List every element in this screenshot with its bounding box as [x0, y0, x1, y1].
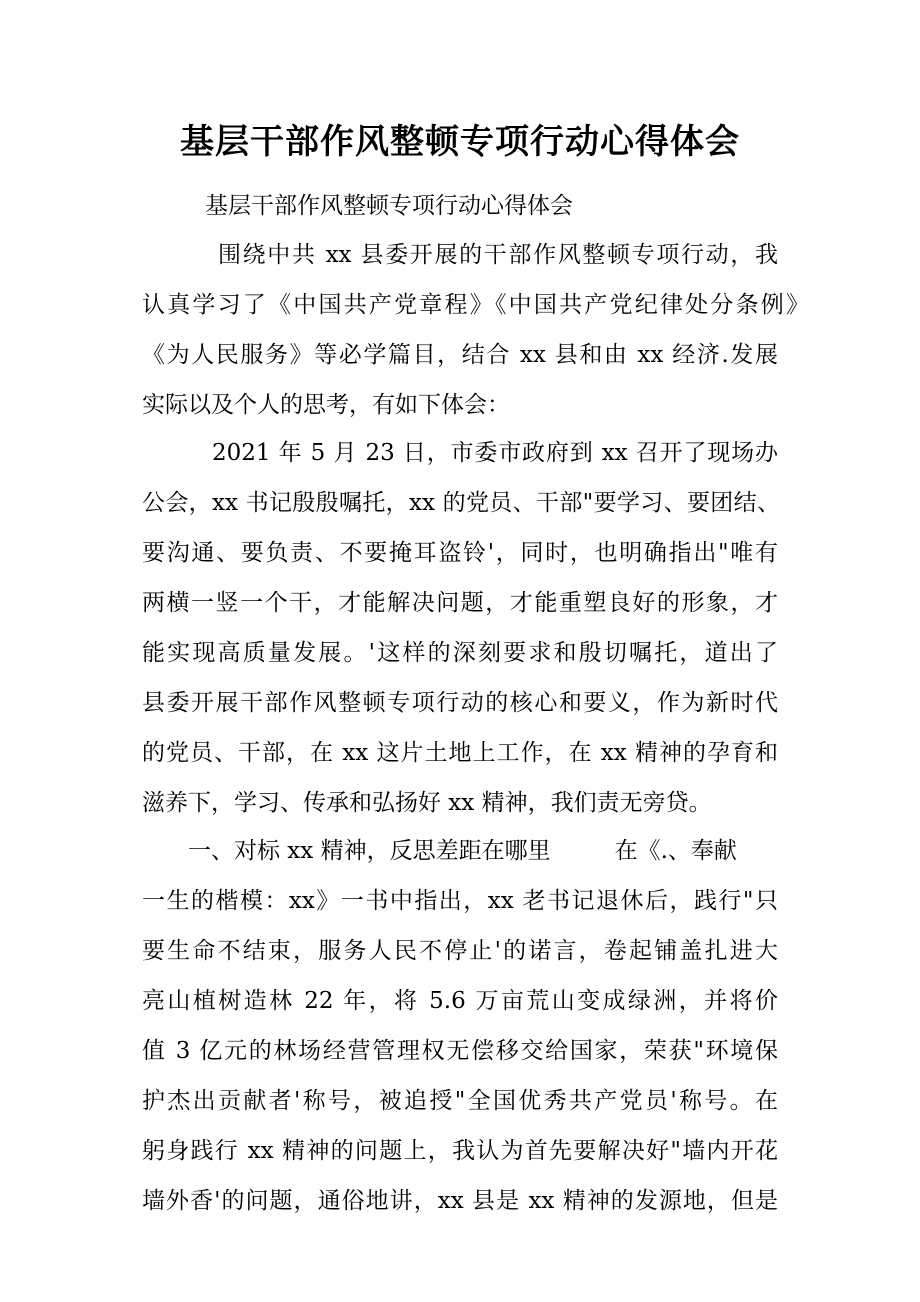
- paragraph-3-line-5: 护杰出贡献者'称号，被追授"全国优秀共产党员'称号。在: [142, 1088, 778, 1114]
- paragraph-3-line-7: 墙外香'的问题，通俗地讲，xx 县是 xx 精神的发源地，但是: [142, 1188, 778, 1214]
- paragraph-2-line-8: 滋养下，学习、传承和弘扬好 xx 精神，我们责无旁贷。: [142, 790, 712, 816]
- paragraph-2-line-1: 2021 年 5 月 23 日，市委市政府到 xx 召开了现场办: [212, 440, 778, 466]
- paragraph-1-line-3: 《为人民服务》等必学篇目，结合 xx 县和由 xx 经济.发展: [142, 342, 778, 368]
- paragraph-3-first-line: [188, 836, 737, 866]
- document-title: 基层干部作风整顿专项行动心得体会: [180, 122, 740, 162]
- paragraph-2-line-7: 的党员、干部，在 xx 这片土地上工作，在 xx 精神的孕育和: [142, 740, 778, 766]
- paragraph-1-line-2: 认真学习了《中国共产党章程》《中国共产党纪律处分条例》: [142, 292, 809, 318]
- paragraph-3-line-4: 值 3 亿元的林场经营管理权无偿移交给国家，荣获"环境保: [142, 1038, 778, 1064]
- paragraph-2-line-3: 要沟通、要负责、不要掩耳盗铃'，同时，也明确指出"唯有: [142, 540, 778, 566]
- paragraph-2-line-5: 能实现高质量发展。'这样的深刻要求和殷切嘱托，道出了: [142, 640, 778, 666]
- paragraph-3-line-3: 亮山植树造林 22 年，将 5.6 万亩荒山变成绿洲，并将价: [142, 988, 778, 1014]
- paragraph-3-line-6: 躬身践行 xx 精神的问题上，我认为首先要解决好"墙内开花: [142, 1138, 778, 1164]
- section-heading: 一、对标 xx 精神，反思差距在哪里: [188, 838, 551, 864]
- paragraph-2-line-4: 两横一竖一个干，才能解决问题，才能重塑良好的形象，才: [142, 590, 778, 616]
- paragraph-2-line-6: 县委开展干部作风整顿专项行动的核心和要义，作为新时代: [142, 690, 778, 716]
- paragraph-3-line-1: 一生的楷模：xx》一书中指出，xx 老书记退休后，践行"只: [142, 888, 778, 914]
- paragraph-2-line-2: 公会，xx 书记殷殷嘱托，xx 的党员、干部"要学习、要团结、: [142, 490, 780, 516]
- paragraph-1-line-1: 围绕中共 xx 县委开展的干部作风整顿专项行动，我: [218, 242, 778, 268]
- paragraph-3-line-2: 要生命不结束，服务人民不停止'的诺言，卷起铺盖扎进大: [142, 938, 778, 964]
- document-subtitle: 基层干部作风整顿专项行动心得体会: [205, 193, 573, 219]
- section-heading-continuation: 在《.、奉献: [614, 838, 737, 864]
- paragraph-1-line-4: 实际以及个人的思考，有如下体会：: [142, 392, 510, 418]
